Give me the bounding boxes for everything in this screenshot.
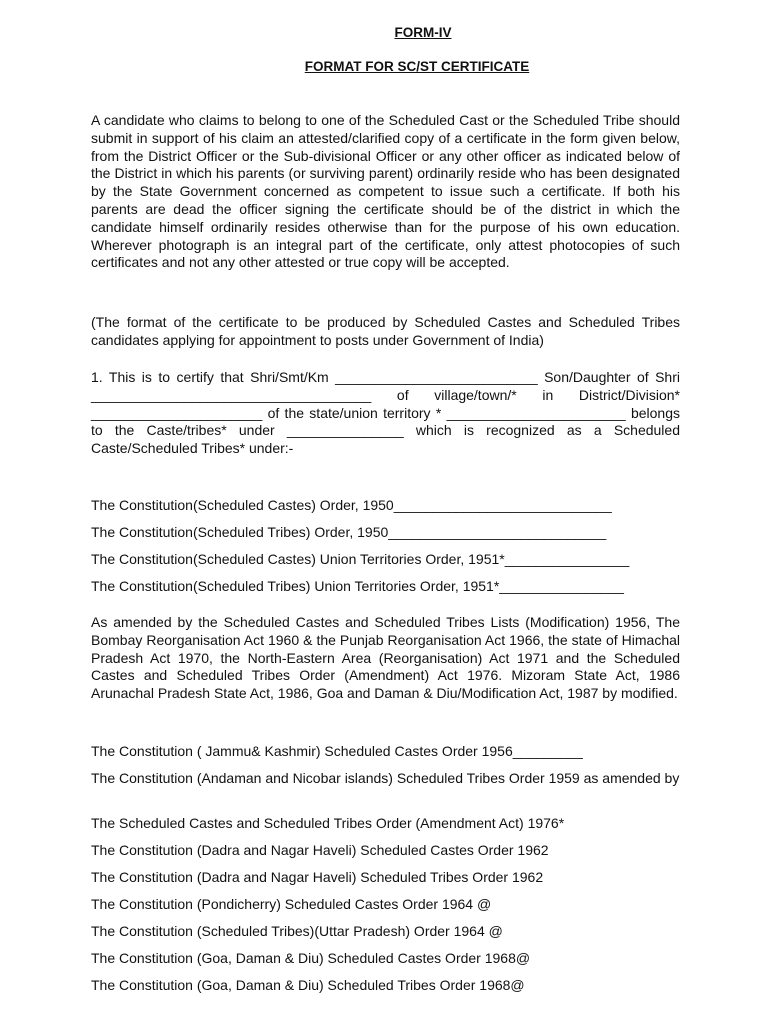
order-line: The Scheduled Castes and Scheduled Tribes Order (Amendment Act) 1976* xyxy=(91,815,565,831)
order-line: The Constitution(Scheduled Castes) Order, 1950____________________________ xyxy=(91,497,612,513)
order-line: The Constitution (Dadra and Nagar Haveli) Scheduled Castes Order 1962 xyxy=(91,842,549,858)
order-line: The Constitution(Scheduled Castes) Union Territories Order, 1951*________________ xyxy=(91,551,630,567)
amended-paragraph: As amended by the Scheduled Castes and Scheduled Tribes Lists (Modification) 1956, The Bombay Reorganisation Act 1960 & the Punjab Reorganisation Act 1966, the state of Himachal Pradesh Act 1970, the North-Eastern Area (Reorganisation) Act 1971 and the Scheduled Castes and Scheduled Tribes Order (Amendment) Act 1976. Mizoram State Act, 1986 Arunachal Pradesh State Act, 1986, Goa and Daman & Diu/Modification Act, 1987 by modified. xyxy=(91,614,680,702)
intro-paragraph: A candidate who claims to belong to one of the Scheduled Cast or the Scheduled Tribe should submit in support of his claim an attested/clarified copy of a certificate in the form given below, from the District Officer or the Sub-divisional Officer or any other officer as indicated below of the District in which his parents (or surviving parent) ordinarily reside who has been designated by the State Government concerned as competent to issue such a certificate. If both his parents are dead the officer signing the certificate should be of the district in which the candidate himself ordinarily resides otherwise than for the purpose of his own education. Wherever photograph is an integral part of the certificate, only attest photocopies of such certificates and not any other attested or true copy will be accepted. xyxy=(91,112,680,271)
order-line: The Constitution (Scheduled Tribes)(Uttar Pradesh) Order 1964 @ xyxy=(91,923,503,939)
order-line: The Constitution ( Jammu& Kashmir) Scheduled Castes Order 1956_________ xyxy=(91,743,583,759)
order-line: The Constitution (Goa, Daman & Diu) Scheduled Castes Order 1968@ xyxy=(91,950,531,966)
order-line: The Constitution (Goa, Daman & Diu) Scheduled Tribes Order 1968@ xyxy=(91,977,525,993)
order-line: The Constitution (Pondicherry) Scheduled Castes Order 1964 @ xyxy=(91,896,492,912)
form-title: FORM-IV xyxy=(394,25,452,40)
order-line: The Constitution(Scheduled Tribes) Order, 1950____________________________ xyxy=(91,524,607,540)
format-note: (The format of the certificate to be produced by Scheduled Castes and Scheduled Tribes candidates applying for appointment to posts under Government of India) xyxy=(91,314,680,348)
order-line: The Constitution(Scheduled Tribes) Union Territories Order, 1951*________________ xyxy=(91,578,624,594)
order-line: The Constitution (Andaman and Nicobar islands) Scheduled Tribes Order 1959 as amended by xyxy=(91,770,680,786)
format-title: FORMAT FOR SC/ST CERTIFICATE xyxy=(304,59,530,74)
order-line: The Constitution (Dadra and Nagar Haveli) Scheduled Tribes Order 1962 xyxy=(91,869,544,885)
certify-paragraph: 1. This is to certify that Shri/Smt/Km __________________________ Son/Daughter of Shri ____________________________________ of village/town/* in District/Division* ______________________ of the state/union territory * _______________________ belongs to the Caste/tribes* under _______________ which is recognized as a Scheduled Caste/Scheduled Tribes* under:- xyxy=(91,369,680,457)
